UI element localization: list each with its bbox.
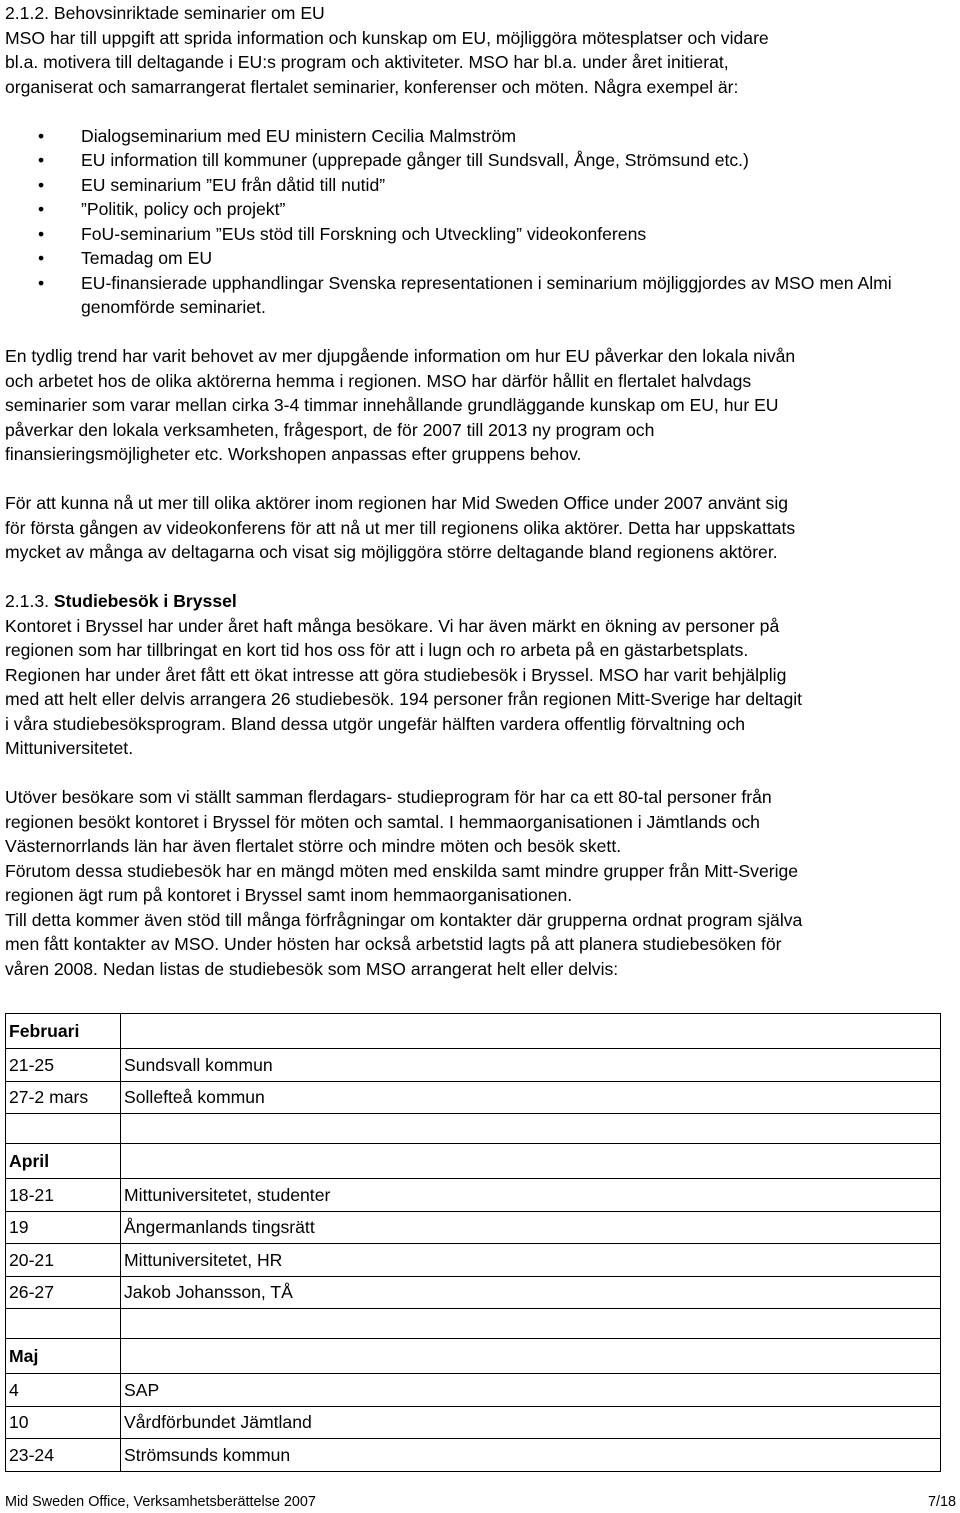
visit-visitor: Ångermanlands tingsrätt (121, 1211, 941, 1244)
text-line: i våra studiebesöksprogram. Bland dessa utgör ungefär hälften vardera offentlig förvaltning och (5, 713, 746, 734)
table-row (6, 1439, 941, 1472)
visit-visitor: Mittuniversitetet, studenter (121, 1179, 941, 1212)
month-header-row (6, 1144, 941, 1179)
text-line: regionen ägt rum på kontoret i Bryssel samt inom hemmaorganisationen. (5, 885, 573, 905)
bullet-icon: • (38, 223, 45, 244)
table-row (6, 1049, 941, 1082)
list-item: • ”Politik, policy och projekt” (5, 197, 956, 222)
seminar-list (5, 124, 956, 320)
list-item: • EU-finansierade upphandlingar Svenska representationen i seminarium möjliggjordes av MSO men Almi genomförde seminariet. (38, 272, 892, 317)
visit-date: 21-25 (6, 1049, 121, 1082)
section-heading-2-1-3 (5, 589, 956, 614)
visit-visitor: SAP (121, 1374, 941, 1407)
list-item: • EU information till kommuner (upprepade gånger till Sundsvall, Ånge, Strömsund etc.) (5, 148, 956, 173)
spacer-row (6, 1114, 941, 1144)
table-row (6, 1081, 941, 1114)
bullet-icon: • (38, 272, 45, 293)
text-line: Kontoret i Bryssel har under året haft många besökare. Vi har även märkt en ökning av personer på (5, 615, 780, 636)
visit-date: 27-2 mars (6, 1081, 121, 1114)
intro-paragraph (5, 26, 956, 100)
text-line: för första gången av videokonferens för att nå ut mer till regionens olika aktörer. Detta har uppskattats (5, 517, 796, 538)
text-line: Västernorrlands län har även flertalet större och mindre möten och besök skett. (5, 836, 622, 856)
text-line: Förutom dessa studiebesök har en mängd möten med enskilda samt mindre grupper från Mitt-Sverige (5, 860, 799, 881)
list-item: • EU seminarium ”EU från dåtid till nutid” (5, 173, 956, 198)
paragraph (5, 491, 956, 565)
paragraph (5, 344, 956, 467)
study-visits-table (5, 1013, 941, 1472)
text-line: Utöver besökare som vi ställt samman flerdagars- studieprogram för har ca ett 80-tal personer från (5, 787, 772, 807)
visit-visitor: Vårdförbundet Jämtland (121, 1406, 941, 1439)
list-item: • FoU-seminarium ”EUs stöd till Forskning och Utveckling” videokonferens (5, 222, 956, 247)
document-page (5, 0, 956, 1472)
visit-visitor: Jakob Johansson, TÅ (121, 1276, 941, 1309)
text-line: regionen besökt kontoret i Bryssel för möten och samtal. I hemmaorganisationen i Jämtlands och (5, 811, 760, 832)
visit-visitor: Sollefteå kommun (121, 1081, 941, 1114)
visit-date: 20-21 (6, 1244, 121, 1277)
visit-date: 4 (6, 1374, 121, 1407)
paragraph (5, 614, 956, 761)
bullet-icon: • (38, 199, 45, 219)
section-heading-2-1-2: 2.1.2. Behovsinriktade seminarier om EU (5, 3, 325, 23)
visit-date: 18-21 (6, 1179, 121, 1212)
paragraph (5, 785, 956, 981)
list-item: • Temadag om EU (5, 246, 956, 271)
bullet-icon: • (38, 125, 45, 146)
visit-visitor: Sundsvall kommun (121, 1049, 941, 1082)
text-line: finansieringsmöjligheter etc. Workshopen anpassas efter gruppens behov. (5, 444, 582, 464)
text-line: och arbetet hos de olika aktörerna hemma i regionen. MSO har därför hållit en flertalet halvdags (5, 370, 752, 391)
table-row (6, 1406, 941, 1439)
visit-date: 19 (6, 1211, 121, 1244)
visit-visitor: Mittuniversitetet, HR (121, 1244, 941, 1277)
text-line: bl.a. motivera till deltagande i EU:s program och aktiviteter. MSO har bl.a. under året initierat, (5, 52, 729, 72)
section-title: Studiebesök i Bryssel (53, 591, 237, 611)
section-number: 2.1.3. (5, 591, 50, 611)
text-line: organiserat och samarrangerat flertalet seminarier, konferenser och möten. Några exempel är: (5, 76, 739, 97)
month-label: April (6, 1144, 121, 1179)
text-line: mycket av många av deltagarna och visat sig möjliggöra större deltagande bland regionens aktörer. (5, 542, 778, 562)
text-line: Till detta kommer även stöd till många förfrågningar om kontakter där grupperna ordnat program själva (5, 909, 803, 930)
text-line: seminarier som varar mellan cirka 3-4 timmar innehållande grundläggande kunskap om EU, hur EU (5, 395, 779, 415)
table-row (6, 1211, 941, 1244)
footer-title: Mid Sweden Office, Verksamhetsberättelse 2007 (5, 1494, 316, 1510)
list-item: • Dialogseminarium med EU ministern Cecilia Malmström (5, 124, 956, 149)
page-footer (5, 1493, 956, 1511)
month-label: Maj (6, 1339, 121, 1374)
month-header-row (6, 1339, 941, 1374)
visit-visitor: Strömsunds kommun (121, 1439, 941, 1472)
month-header-row (6, 1014, 941, 1049)
text-line: MSO har till uppgift att sprida information och kunskap om EU, möjliggöra mötesplatser och vidare (5, 27, 769, 48)
text-line: Mittuniversitetet. (5, 738, 134, 758)
text-line: men fått kontakter av MSO. Under hösten har också arbetstid lagts på att planera studiebesöken för (5, 934, 782, 954)
table-row (6, 1244, 941, 1277)
month-label: Februari (6, 1014, 121, 1049)
text-line: En tydlig trend har varit behovet av mer djupgående information om hur EU påverkar den lokala nivån (5, 346, 796, 366)
table-row (6, 1374, 941, 1407)
bullet-icon: • (38, 150, 45, 170)
text-line: regionen som har tillbringat en kort tid hos oss för att i lugn och ro arbeta på en gästarbetsplats. (5, 640, 749, 660)
bullet-icon: • (38, 248, 45, 268)
page-number: 7/18 (927, 1494, 956, 1510)
visit-date: 26-27 (6, 1276, 121, 1309)
spacer-row (6, 1309, 941, 1339)
bullet-icon: • (38, 174, 45, 195)
table-row (6, 1276, 941, 1309)
text-line: våren 2008. Nedan listas de studiebesök som MSO arrangerat helt eller delvis: (5, 958, 619, 979)
text-line: Regionen har under året fått ett ökat intresse att göra studiebesök i Bryssel. MSO har varit behjälplig (5, 664, 787, 685)
visit-date: 23-24 (6, 1439, 121, 1472)
text-line: För att kunna nå ut mer till olika aktörer inom regionen har Mid Sweden Office under 2007 använt sig (5, 493, 789, 513)
table-row (6, 1179, 941, 1212)
text-line: med att helt eller delvis arrangera 26 studiebesök. 194 personer från regionen Mitt-Sverige har deltagit (5, 689, 803, 709)
visit-date: 10 (6, 1406, 121, 1439)
text-line: påverkar den lokala verksamheten, frågesport, de för 2007 till 2013 ny program och (5, 419, 655, 440)
